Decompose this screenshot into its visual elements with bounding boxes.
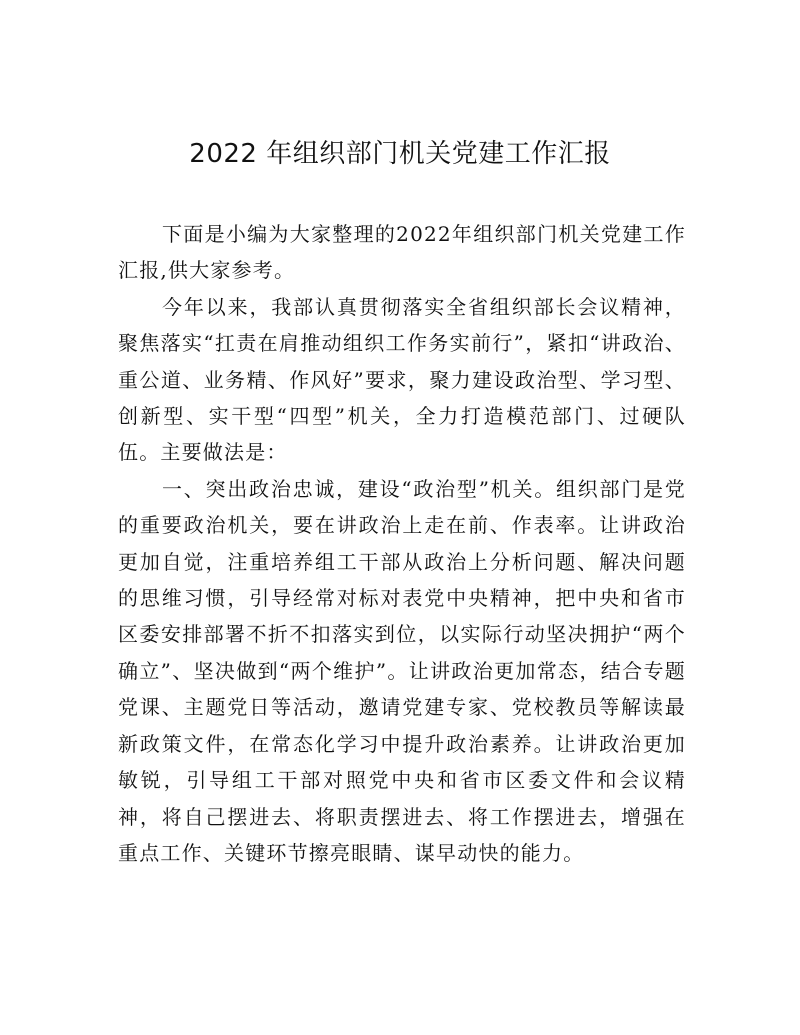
document-body: [118, 216, 686, 871]
document-title: 2022 年组织部门机关党建工作汇报: [189, 139, 611, 169]
paragraph-summary: 今年以来，我部认真贯彻落实全省组织部长会议精神，聚焦落实“扛责在肩推动组织工作务实前行”，紧扣“讲政治、重公道、业务精、作风好”要求，聚力建设政治型、学习型、创新型、实干型“四型”机关，全力打造模范部门、过硬队伍。主要做法是：: [118, 294, 686, 465]
paragraph-intro: 下面是小编为大家整理的2022年组织部门机关党建工作汇报,供大家参考。: [118, 222, 686, 283]
paragraph-section-one: 一、突出政治忠诚，建设“政治型”机关。组织部门是党的重要政治机关，要在讲政治上走在前、作表率。让讲政治更加自觉，注重培养组工干部从政治上分析问题、解决问题的思维习惯，引导经常对标对表党中央精神，把中央和省市区委安排部署不折不扣落实到位，以实际行动坚决拥护“两个确立”、坚决做到“两个维护”。让讲政治更加常态，结合专题党课、主题党日等活动，邀请党建专家、党校教员等解读最新政策文件，在常态化学习中提升政治素养。让讲政治更加敏锐，引导组工干部对照党中央和省市区委文件和会议精神，将自己摆进去、将职责摆进去、将工作摆进去，增强在重点工作、关键环节擦亮眼睛、谋早动快的能力。: [118, 476, 686, 865]
